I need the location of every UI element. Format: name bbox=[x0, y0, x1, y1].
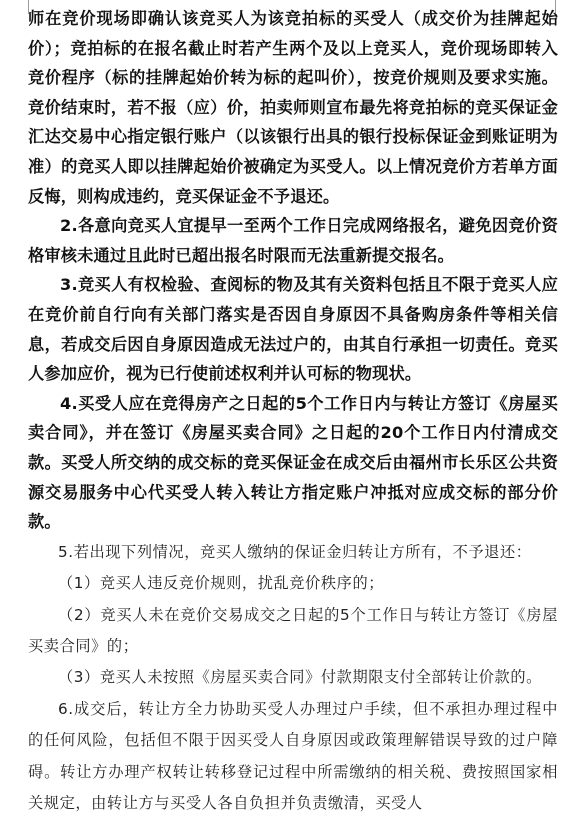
document-body bbox=[28, 4, 558, 819]
paragraph-item-3: 3.竞买人有权检验、查阅标的物及其有关资料包括且不限于竞买人应在竞价前自行向有关部门落实是否因自身原因不具备购房条件等相关信息，若成交后因自身原因造成无法过户的，由其自行承担一切责任。竞买人参加应价，视为已行使前述权利并认可标的物现状。 bbox=[28, 275, 558, 384]
paragraph-item-4: 4.买受人应在竞得房产之日起的5个工作日内与转让方签订《房屋买卖合同》，并在签订《房屋买卖合同》之日起的20个工作日内付清成交款。买受人所交纳的成交标的竞买保证金在成交后由福州市长乐区公共资源交易服务中心代买受人转入转让方指定账户冲抵对应成交标的部分价款。 bbox=[28, 393, 558, 532]
list-item-5-2: （2）竞买人未在竞价交易成交之日起的5个工作日与转让方签订《房屋买卖合同》的； bbox=[28, 605, 558, 655]
paragraph-item-5: 5.若出现下列情况，竞买人缴纳的保证金归转让方所有，不予退还： bbox=[58, 542, 532, 561]
list-item-5-3: （3）竞买人未按照《房屋买卖合同》付款期限支付全部转让价款的。 bbox=[58, 668, 542, 687]
list-item-5-1: （1）竞买人违反竞价规则，扰乱竞价秩序的； bbox=[58, 574, 385, 593]
paragraph-item-6: 6.成交后，转让方全力协助买受人办理过户手续，但不承担办理过程中的任何风险，包括但不限于因买受人自身原因或政策理解错误导致的过户障碍。转让方办理产权转让转移登记过程中所需缴纳的相关税、费按照国家相关规定，由转让方与买受人各自负担并负责缴清，买受人 bbox=[28, 699, 558, 812]
paragraph-continuation: 师在竞价现场即确认该竞买人为该竞拍标的买受人（成交价为挂牌起始价）；竞拍标的在报名截止时若产生两个及以上竞买人，竞价现场即转入竞价程序（标的挂牌起始价转为标的起叫价），按竞价规则及要求实施。竞价结束时，若不报（应）价，拍卖师则宣布最先将竞拍标的竞买保证金汇达交易中心指定银行账户（以该银行出具的银行投标保证金到账证明为准）的竞买人即以挂牌起始价被确定为买受人。以上情况竞价方若单方面反悔，则构成违约，竞买保证金不予退还。 bbox=[28, 9, 558, 206]
paragraph-item-2: 2.各意向竞买人宜提早一至两个工作日完成网络报名，避免因竞价资格审核未通过且此时已超出报名时限而无法重新提交报名。 bbox=[28, 216, 558, 265]
